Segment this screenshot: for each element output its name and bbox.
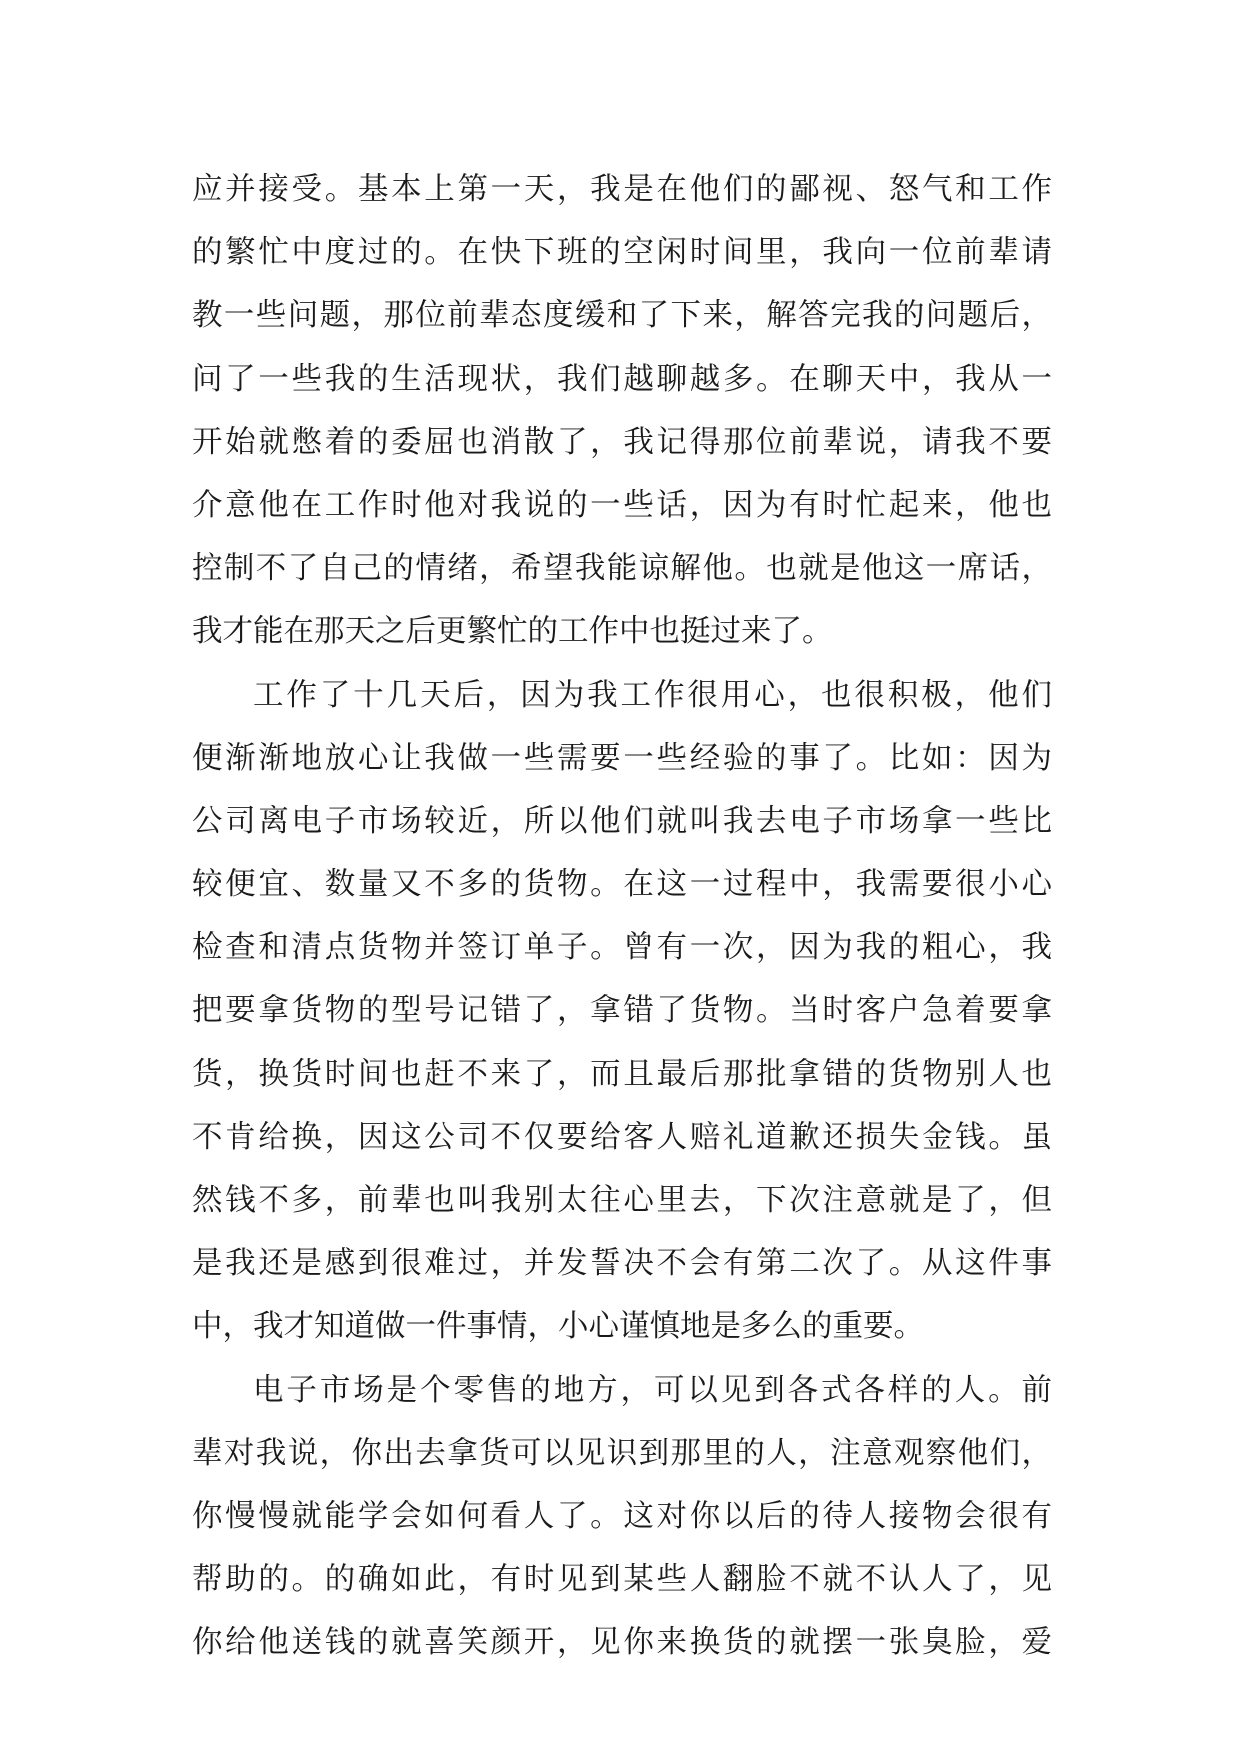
text-line: 应并接受。基本上第一天，我是在他们的鄙视、怒气和工作 (192, 172, 1052, 207)
text-line: 问了一些我的生活现状，我们越聊越多。在聊天中，我从一 (192, 361, 1052, 397)
text-line: 电子市场是个零售的地方，可以见到各式各样的人。前 (253, 1372, 1052, 1408)
text-line: 货，换货时间也赶不来了，而且最后那批拿错的货物别人也 (192, 1056, 1052, 1092)
text-line: 把要拿货物的型号记错了，拿错了货物。当时客户急着要拿 (192, 993, 1052, 1029)
text-line: 帮助的。的确如此，有时见到某些人翻脸不就不认人了，见 (192, 1562, 1052, 1598)
body-text (192, 158, 1052, 1675)
text-line: 中，我才知道做一件事情，小心谨慎地是多么的重要。 (192, 1309, 924, 1345)
text-line: 工作了十几天后，因为我工作很用心，也很积极，他们 (253, 677, 1052, 713)
text-line: 我才能在那天之后更繁忙的工作中也挺过来了。 (192, 614, 833, 650)
text-line: 教一些问题，那位前辈态度缓和了下来，解答完我的问题后， (192, 298, 1052, 334)
text-line: 然钱不多，前辈也叫我别太往心里去，下次注意就是了，但 (192, 1183, 1052, 1218)
text-line: 检查和清点货物并签订单子。曾有一次，因为我的粗心，我 (192, 930, 1052, 966)
text-line: 较便宜、数量又不多的货物。在这一过程中，我需要很小心 (192, 867, 1052, 903)
text-line: 是我还是感到很难过，并发誓决不会有第二次了。从这件事 (192, 1246, 1052, 1282)
text-line: 不肯给换，因这公司不仅要给客人赔礼道歉还损失金钱。虽 (192, 1119, 1052, 1155)
text-line: 便渐渐地放心让我做一些需要一些经验的事了。比如：因为 (192, 740, 1052, 776)
text-line: 介意他在工作时他对我说的一些话，因为有时忙起来，他也 (192, 487, 1052, 523)
text-line: 你给他送钱的就喜笑颜开，见你来换货的就摆一张臭脸，爱 (192, 1625, 1052, 1661)
text-line: 的繁忙中度过的。在快下班的空闲时间里，我向一位前辈请 (192, 235, 1052, 271)
text-line: 开始就憋着的委屈也消散了，我记得那位前辈说，请我不要 (192, 424, 1052, 460)
text-line: 公司离电子市场较近，所以他们就叫我去电子市场拿一些比 (192, 803, 1052, 839)
text-line: 控制不了自己的情绪，希望我能谅解他。也就是他这一席话， (192, 551, 1052, 587)
text-line: 辈对我说，你出去拿货可以见识到那里的人，注意观察他们， (192, 1435, 1052, 1471)
text-line: 你慢慢就能学会如何看人了。这对你以后的待人接物会很有 (192, 1498, 1052, 1534)
